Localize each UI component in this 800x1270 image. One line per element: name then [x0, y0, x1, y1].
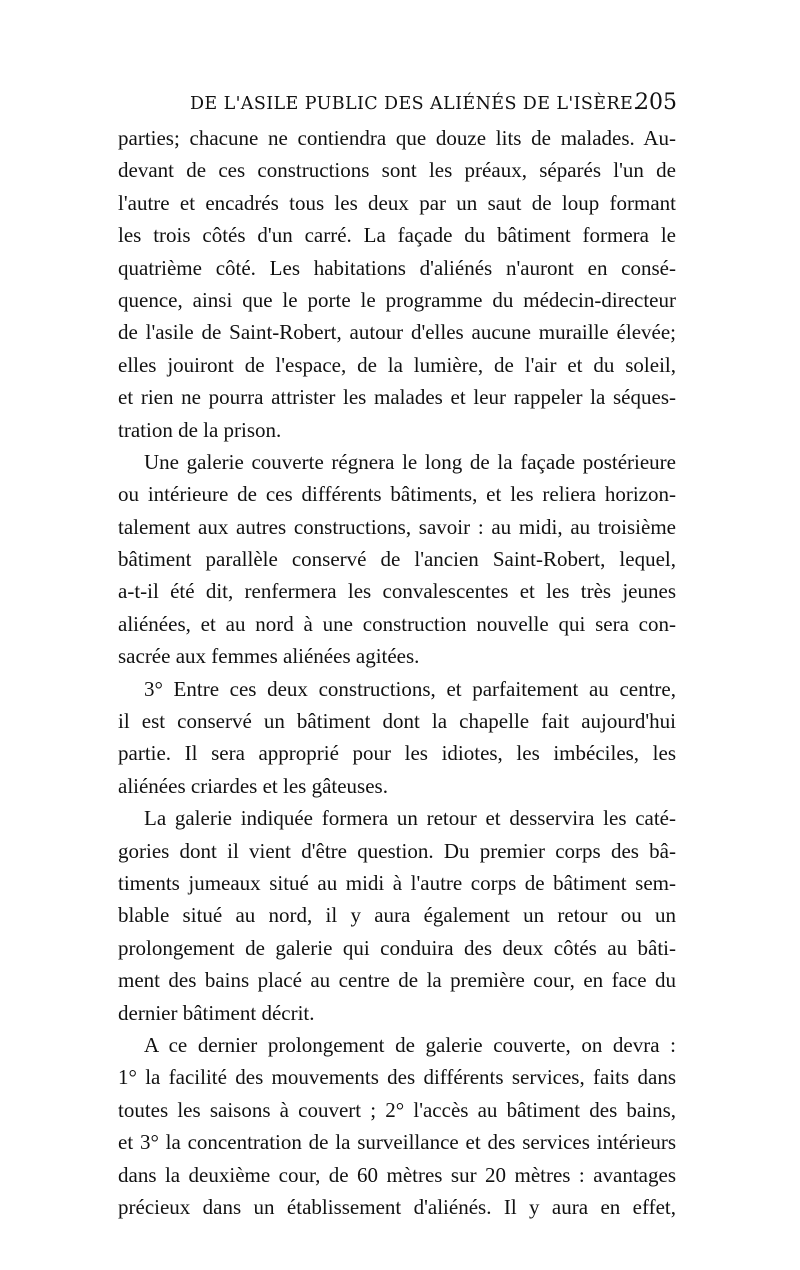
text-line: l'autre et encadrés tous les deux par un saut de loup formant [118, 190, 676, 215]
text-line: a-t-il été dit, renfermera les convalescentes et les très jeunes [118, 579, 676, 604]
text-line: les trois côtés d'un carré. La façade du bâtiment formera le [118, 223, 676, 248]
text-line: aliénées criardes et les gâteuses. [118, 773, 388, 798]
text-line: A ce dernier prolongement de galerie couverte, on devra : [144, 1032, 676, 1057]
text-line: parties; chacune ne contiendra que douze lits de malades. Au- [118, 126, 676, 150]
text-line: précieux dans un établissement d'aliénés. Il y aura en effet, [118, 1194, 676, 1219]
text-line: de l'asile de Saint-Robert, autour d'elles aucune muraille élevée; [118, 320, 676, 345]
text-line: tration de la prison. [118, 417, 282, 442]
text-line: quatrième côté. Les habitations d'aliénés n'auront en consé- [118, 255, 676, 280]
text-line: La galerie indiquée formera un retour et desservira les caté- [144, 806, 676, 831]
text-line: 1° la facilité des mouvements des différents services, faits dans [118, 1065, 676, 1090]
running-head: DE L'ASILE PUBLIC DES ALIÉNÉS DE L'ISÈRE. [190, 94, 640, 114]
text-line: et 3° la concentration de la surveillance et des services intérieurs [118, 1130, 676, 1155]
text-line: ment des bains placé au centre de la première cour, en face du [118, 968, 676, 993]
text-line: il est conservé un bâtiment dont la chapelle fait aujourd'hui [118, 709, 676, 734]
text-line: gories dont il vient d'être question. Du premier corps des bâ- [118, 838, 676, 863]
page-header [120, 86, 685, 122]
text-line: blable situé au nord, il y aura également un retour ou un [118, 903, 676, 928]
text-line: devant de ces constructions sont les préaux, séparés l'un de [118, 158, 676, 183]
body-text [118, 122, 676, 1223]
text-line: elles jouiront de l'espace, de la lumière, de l'air et du soleil, [118, 352, 676, 377]
text-line: partie. Il sera approprié pour les idiotes, les imbéciles, les [118, 741, 676, 766]
text-line: quence, ainsi que le porte le programme du médecin-directeur [118, 287, 676, 312]
text-line: dans la deuxième cour, de 60 mètres sur 20 mètres : avantages [118, 1162, 676, 1187]
page-number: 205 [635, 90, 677, 115]
text-line: talement aux autres constructions, savoir : au midi, au troisième [118, 514, 676, 539]
text-line: 3° Entre ces deux constructions, et parfaitement au centre, [144, 676, 676, 701]
text-line: sacrée aux femmes aliénées agitées. [118, 644, 420, 669]
text-line: prolongement de galerie qui conduira des deux côtés au bâti- [118, 935, 676, 960]
text-line: dernier bâtiment décrit. [118, 1000, 315, 1025]
text-line: et rien ne pourra attrister les malades et leur rappeler la séques- [118, 385, 676, 410]
text-line: timents jumeaux situé au midi à l'autre corps de bâtiment sem- [118, 870, 676, 895]
text-line: toutes les saisons à couvert ; 2° l'accès au bâtiment des bains, [118, 1097, 676, 1122]
text-line: ou intérieure de ces différents bâtiments, et les reliera horizon- [118, 482, 676, 507]
text-line: aliénées, et au nord à une construction nouvelle qui sera con- [118, 611, 676, 636]
text-line: bâtiment parallèle conservé de l'ancien Saint-Robert, lequel, [118, 547, 676, 572]
text-line: Une galerie couverte régnera le long de la façade postérieure [144, 449, 676, 474]
